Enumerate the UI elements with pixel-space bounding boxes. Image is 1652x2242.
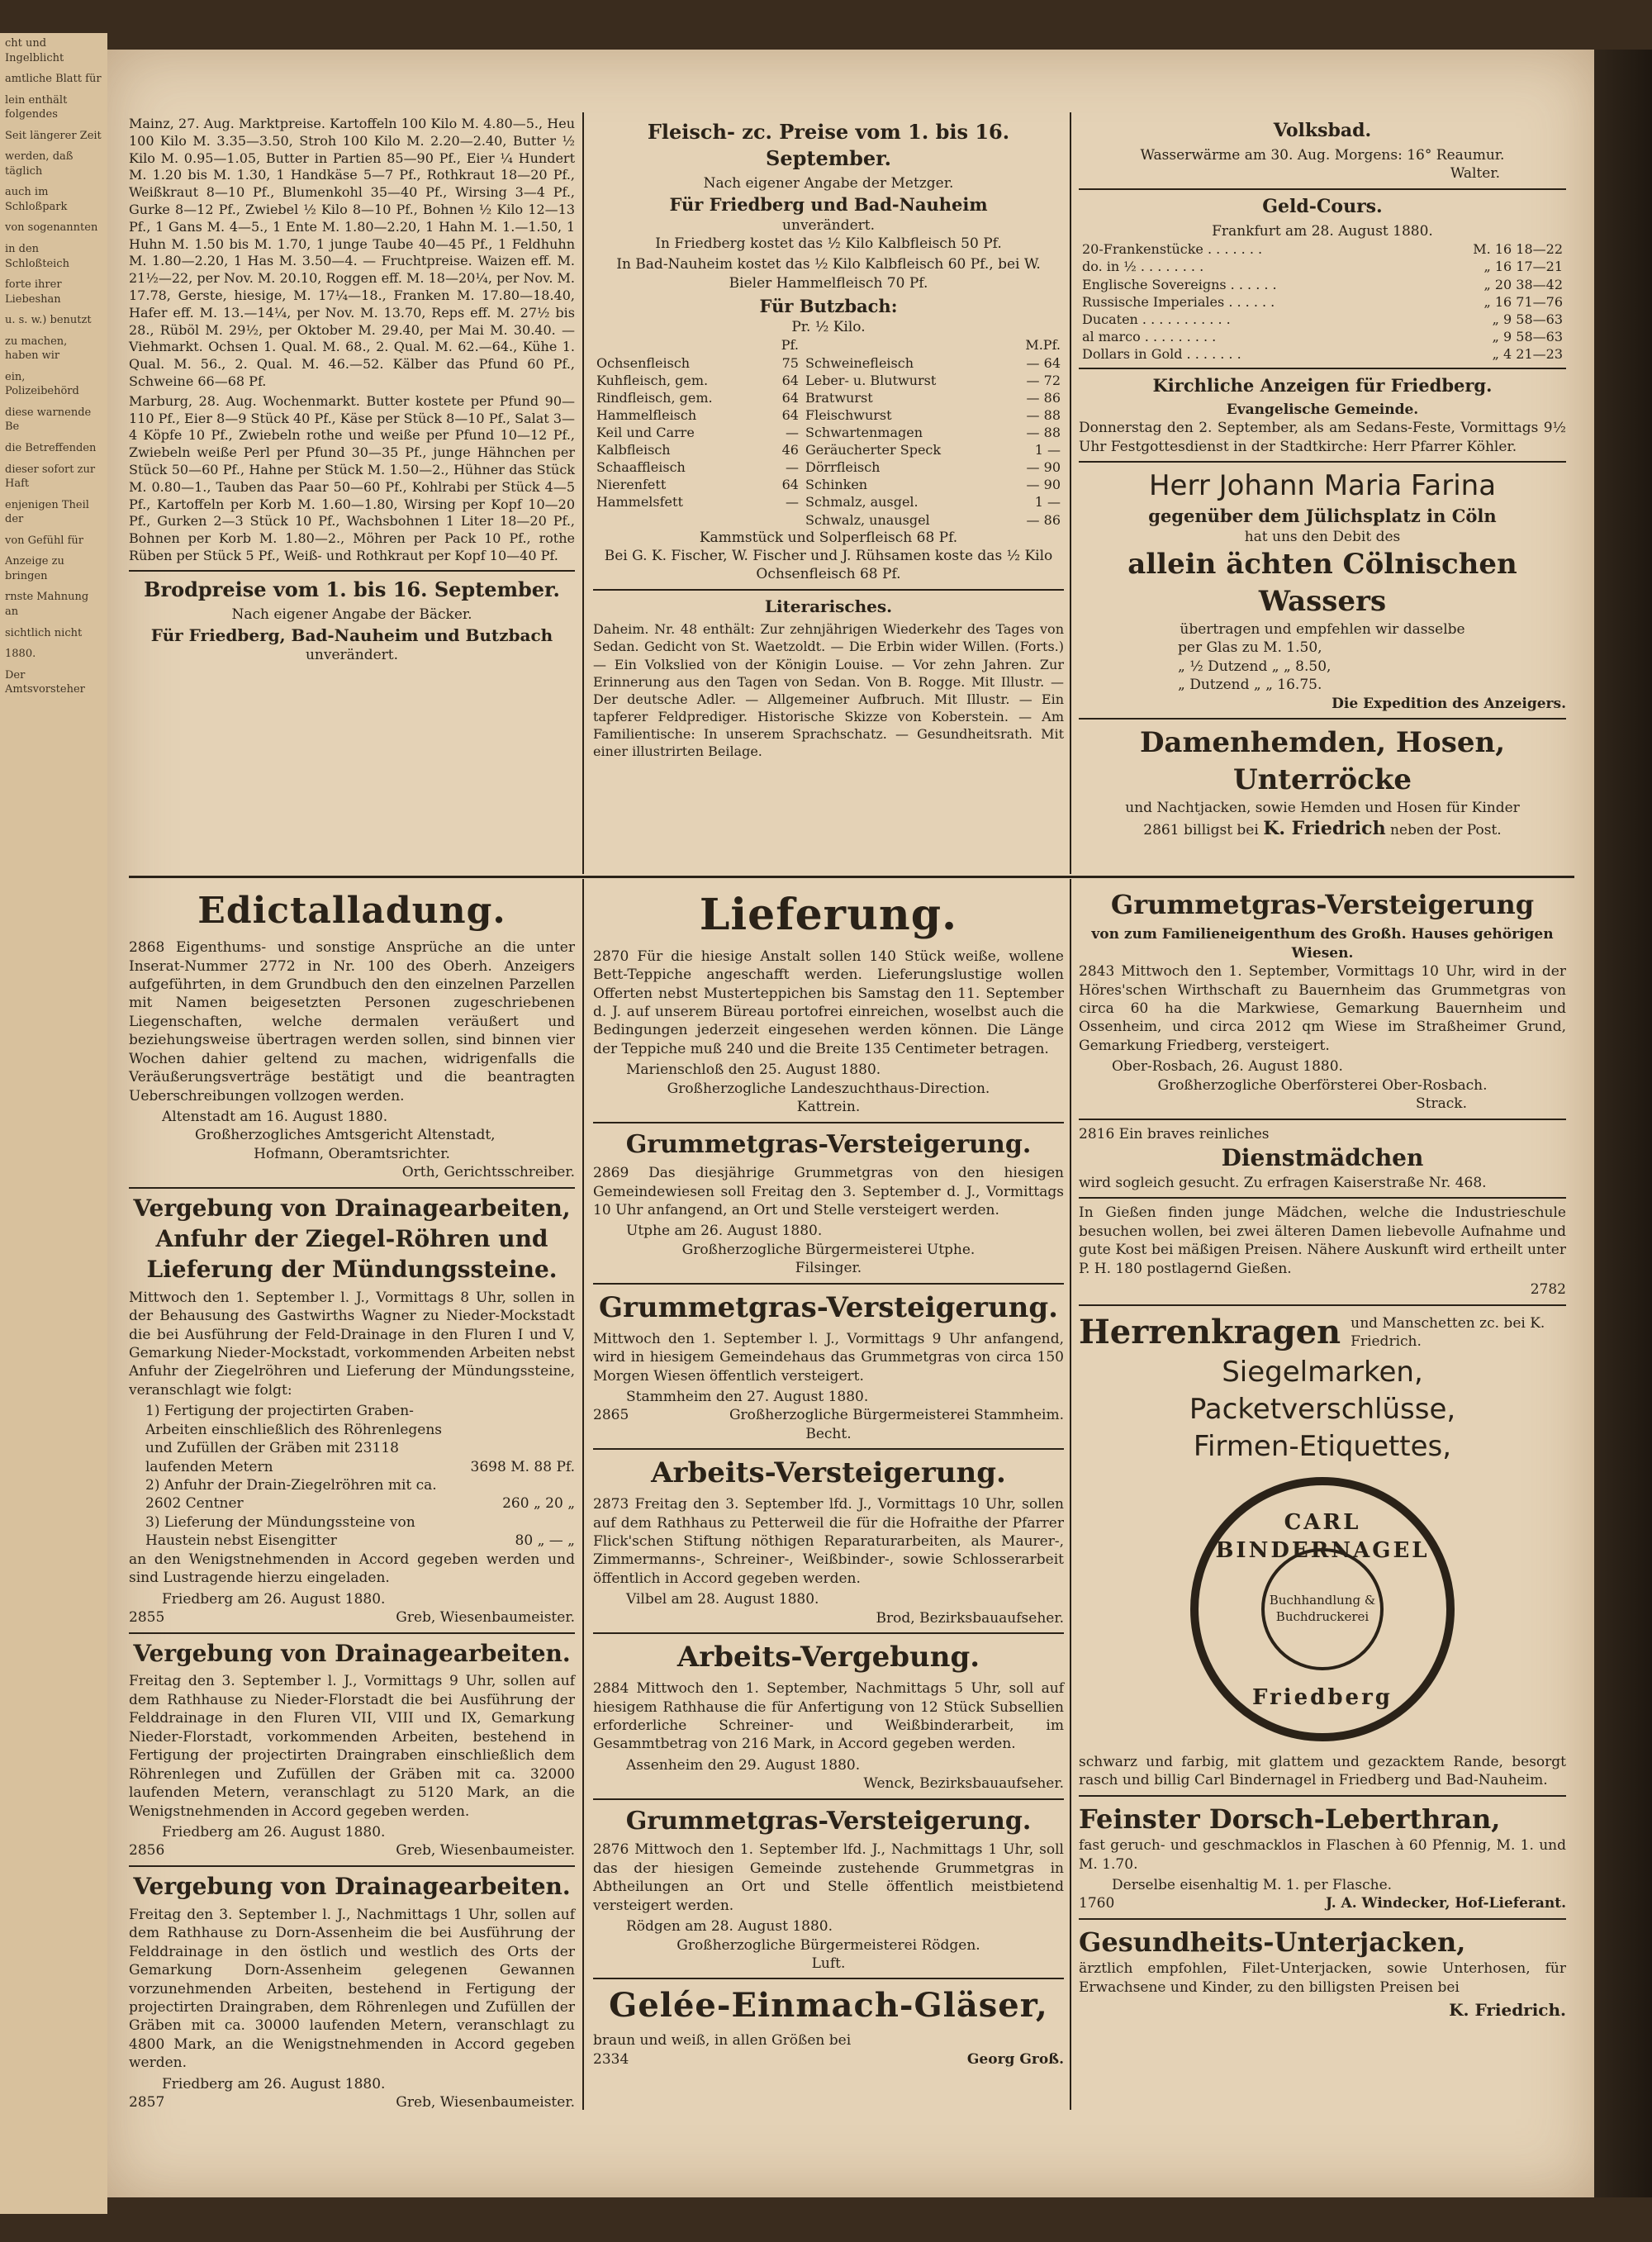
- meat-price-cell: 64: [781, 372, 799, 388]
- farina-text2: übertragen und empfehlen wir dasselbe: [1180, 620, 1465, 638]
- meat-price-row: [593, 511, 1064, 529]
- horizontal-rule: [129, 876, 1574, 878]
- meat-prices-places: Für Friedberg und Bad-Nauheim: [669, 193, 988, 215]
- lieferung-date: Marienschloß den 25. August 1880.: [626, 1062, 881, 1079]
- gutter-line: sichtlich nicht: [5, 626, 83, 639]
- gutter-line: die Betreffenden: [5, 442, 97, 455]
- exchange-rate-cell: 20-Frankenstücke . . . . . . .: [1082, 241, 1263, 258]
- dorsch-text2: Derselbe eisenhaltig M. 1. per Flasche.: [1112, 1877, 1393, 1894]
- herrenkragen-title: Herrenkragen: [1079, 1312, 1341, 1351]
- grummet-auction-name: Strack.: [1416, 1095, 1467, 1113]
- butzbach-heading: Für Butzbach:: [759, 296, 898, 317]
- meat-price-cell: 64: [781, 389, 799, 406]
- literary-heading: Literarisches.: [764, 596, 893, 616]
- giessen-text: In Gießen finden junge Mädchen, welche die Industrieschule besuchen wollen, bei zwei älteren Damen liebevolle Aufnahme und gute Kost bei mäßigen Preisen. Nähere Auskunft wird ertheilt unter P. H. 180 postlagernd Gießen.: [1079, 1204, 1566, 1277]
- dorsch-text: fast geruch- und geschmacklos in Flaschen à 60 Pfennig, M. 1. und M. 1.70.: [1079, 1837, 1566, 1873]
- gutter-line: zu machen, haben wir: [5, 335, 68, 363]
- exchange-rate-row: [1079, 311, 1566, 328]
- unterjacken-title: Gesundheits-Unterjacken,: [1079, 1926, 1466, 1958]
- gutter-line: enjenigen Theil der: [5, 498, 89, 526]
- butzbach-meat-price-table: [593, 336, 1064, 528]
- lieferung-name: Kattrein.: [796, 1099, 861, 1116]
- stamp-bottom-text: Friedberg: [1252, 1684, 1393, 1710]
- arbeits-versteigerung-sign: Brod, Bezirksbauaufseher.: [876, 1609, 1064, 1627]
- meat-price-cell: — 88: [1026, 406, 1061, 423]
- gutter-line: Seit längerer Zeit: [5, 129, 102, 142]
- meat-price-cell: Schaaffleisch: [596, 459, 686, 476]
- notice-number: 2857: [129, 2094, 165, 2111]
- merchant-name: J. A. Windecker, Hof-Lieferant.: [1325, 1895, 1566, 1912]
- gutter-line: cht und Ingelblicht: [5, 37, 64, 64]
- grummet-auction-title: Grummetgras-Versteigerung: [1110, 889, 1535, 920]
- edict-date: Altenstadt am 16. August 1880.: [162, 1109, 388, 1126]
- announcements-column-3: [1079, 884, 1566, 2021]
- church-notices-text: Donnerstag den 2. September, als am Sedans-Feste, Vormittags 9½ Uhr Festgottesdienst in der Stadtkirche: Herr Pfarrer Köhler.: [1079, 420, 1566, 455]
- item-value: 3698 M. 88 Pf.: [470, 1458, 575, 1475]
- notice-signature: Greb, Wiesenbaumeister.: [396, 1842, 575, 1860]
- notice-number: 2865: [593, 1407, 629, 1424]
- exchange-rate-cell: „ 20 38—42: [1483, 276, 1563, 292]
- meat-price-cell: Schmalz, ausgel.: [805, 494, 919, 511]
- meat-price-cell: — 90: [1026, 477, 1061, 493]
- drainage-1-item-1: [129, 1402, 575, 1476]
- announcements-column-2: [593, 884, 1064, 2069]
- gutter-line: ein, Polizeibehörd: [5, 370, 79, 398]
- kammstueck-price: Kammstück und Solperfleisch 68 Pf.: [699, 529, 958, 546]
- meat-price-cell: Schweinefleisch: [805, 354, 914, 371]
- drainage-2-text: Freitag den 3. September l. J., Vormittags 9 Uhr, sollen auf dem Rathhause zu Nieder-Florstadt die bei Ausführung der Felddrainage in den Fluren VII, VIII und IX, Gemarkung Nieder-Florstadt, vorkommenden Arbeiten, bestehend in Fertigung der projectirten Draingraben einschließlich dem Röhrenlegen und Zufüllen der Gräben mit ca. 32000 laufenden Metern, veranschlagt zu 5120 Mark, an die Wenigstnehmenden in Accord gegeben werden.: [129, 1673, 575, 1820]
- meat-prices-title: Fleisch- zc. Preise vom 1. bis 16. September.: [647, 120, 1010, 170]
- bread-prices-places: Für Friedberg, Bad-Nauheim und Butzbach: [150, 625, 553, 645]
- meat-price-row: [593, 389, 1064, 406]
- exchange-rate-cell: do. in ½ . . . . . . . .: [1082, 259, 1204, 275]
- meat-price-cell: Keil und Carre: [596, 424, 695, 440]
- exchange-rate-row: [1079, 276, 1566, 293]
- farina-price-3: „ Dutzend „ „ 16.75.: [1178, 677, 1322, 694]
- arbeits-versteigerung-date: Vilbel am 28. August 1880.: [626, 1591, 819, 1608]
- church-notices-sub: Evangelische Gemeinde.: [1226, 401, 1419, 418]
- gutter-line: amtliche Blatt für: [5, 73, 102, 86]
- bread-prices-title: Brodpreise vom 1. bis 16. September.: [144, 577, 560, 601]
- damen-number: 2861: [1143, 822, 1180, 839]
- marburg-market-report: Marburg, 28. Aug. Wochenmarkt. Butter kostete per Pfund 90—110 Pf., Eier 8—9 Stück 40 Pf., Käse per Stück 8—10 Pf., Salat 3—4 Köpfe 10 Pf., Zwiebeln rothe und weiße per Pfund 10—12 Pf., Zwiebeln weiße Perl per Pfund 30—35 Pf., junge Hähnchen per Stück 50—60 Pf., Hahne per Stück M. 1.50—2., Hühner das Stück M. 0.80—1., Tauben das Paar 50—60 Pf., Kohlrabi per Stück 4—5 Pf., Kartoffeln per Korb M. 1.60—1.80, Wirsing per Kopf 10—20 Pf., Gurken 2—3 Stück 10 Pf., Wachsbohnen 1 Liter 18—20 Pf., Bohnen per Korb M. 1.80—2., Möhren per Pack 10 Pf., rothe Rüben per Stück 5 Pf., Weiß- und Rothkraut per Kopf 10—40 Pf.: [129, 392, 575, 563]
- dorsch-footer: [1079, 1894, 1566, 1912]
- grummet-3-authority: Großherzogliche Bürgermeisterei Rödgen.: [676, 1936, 980, 1954]
- stamp-center: [1261, 1548, 1384, 1670]
- drainage-2-footer: [129, 1841, 575, 1860]
- exchange-rate-row: [1079, 258, 1566, 275]
- edict-judge: Hofmann, Oberamtsrichter.: [254, 1145, 450, 1162]
- lieferung-title: Lieferung.: [699, 890, 958, 940]
- meat-price-cell: 64: [781, 406, 799, 423]
- bindernagel-stamp: [1190, 1477, 1455, 1741]
- stamp-top-text: CARL BINDERNAGEL: [1215, 1510, 1430, 1564]
- exchange-rate-cell: al marco . . . . . . . . .: [1082, 328, 1217, 344]
- edict-text: 2868 Eigenthums- und sonstige Ansprüche an die unter Inserat-Nummer 2772 in Nr. 100 des Oberh. Anzeigers aufgeführten, in dem Grundbuch den den einzelnen Parzellen mit Namen beigesetzten Personen zugeschriebenen Liegenschaften, welche dermalen veräußert und beziehungsweise übertragen werden sollen, sind binnen vier Wochen dahier geltend zu machen, widrigenfalls die Veräußerungsverträge bestätigt und die beantragten Ueberschreibungen vollzogen werden.: [129, 939, 575, 1104]
- gelee-text: braun und weiß, in allen Größen bei: [593, 2032, 852, 2050]
- siegel-line-1: Siegelmarken,: [1222, 1356, 1423, 1389]
- announcements-column-1: [129, 884, 575, 2112]
- church-notices-title: Kirchliche Anzeigen für Friedberg.: [1152, 375, 1493, 397]
- meat-price-cell: Kuhfleisch, gem.: [596, 372, 709, 388]
- grummet-3-name: Luft.: [811, 1955, 846, 1972]
- gelee-title: Gelée-Einmach-Gläser,: [609, 1986, 1048, 2026]
- grummet-3-date: Rödgen am 28. August 1880.: [626, 1918, 833, 1936]
- exchange-rate-cell: Dollars in Gold . . . . . . .: [1082, 346, 1241, 363]
- meat-price-cell: Hammelfleisch: [596, 406, 697, 423]
- column-divider: [582, 879, 584, 2110]
- gutter-line: auch im Schloßpark: [5, 186, 68, 213]
- newspaper-page: [107, 50, 1594, 2197]
- notice-signature: Greb, Wiesenbaumeister.: [396, 2094, 575, 2111]
- gutter-line: diese warnende Be: [5, 406, 92, 434]
- farina-location: gegenüber dem Jülichsplatz in Cöln: [1148, 506, 1497, 527]
- meat-price-row: [593, 372, 1064, 389]
- drainage-3-title: Vergebung von Drainagearbeiten.: [133, 1872, 571, 1900]
- grummet-2-footer: [593, 1406, 1064, 1424]
- meat-price-cell: —: [785, 494, 799, 511]
- unterjacken-merchant: K. Friedrich.: [1449, 2000, 1566, 2021]
- gutter-line: Der Amtsvorsteher: [5, 668, 85, 696]
- grummet-3-text: 2876 Mittwoch den 1. September lfd. J., Nachmittags 1 Uhr, soll das der hiesigen Gemeinde zustehende Grummetgras in Abtheilungen an Ort und Stelle öffentlich meistbietend versteigert werden.: [593, 1841, 1064, 1914]
- drainage-2-title: Vergebung von Drainagearbeiten.: [133, 1639, 571, 1667]
- grummet-2-title: Grummetgras-Versteigerung.: [598, 1290, 1059, 1324]
- meat-price-cell: 75: [781, 354, 799, 371]
- fischer-ochsenfleisch-price: Bei G. K. Fischer, W. Fischer und J. Rühsamen koste das ½ Kilo Ochsenfleisch 68 Pf.: [604, 548, 1053, 583]
- bindernagel-text: schwarz und farbig, mit glattem und gezacktem Rande, besorgt rasch und billig Carl Bindernagel in Friedberg und Bad-Nauheim.: [1079, 1754, 1566, 1789]
- volksbad-sign: Walter.: [1450, 165, 1500, 183]
- meat-price-cell: — 88: [1026, 424, 1061, 440]
- grummet-1-title: Grummetgras-Versteigerung.: [625, 1129, 1032, 1159]
- meat-price-cell: 46: [781, 442, 799, 458]
- exchange-rate-cell: Russische Imperiales . . . . . .: [1082, 293, 1275, 310]
- item-value: 80 „ — „: [515, 1532, 575, 1550]
- notice-number: 2856: [129, 1842, 165, 1860]
- grummet-1-authority: Großherzogliche Bürgermeisterei Utphe.: [681, 1241, 976, 1258]
- item-label: 3) Lieferung der Mündungssteine von Haustein nebst Eisengitter: [145, 1513, 415, 1550]
- exchange-rate-table: [1079, 240, 1566, 363]
- edict-title: Edictalladung.: [197, 890, 506, 932]
- exchange-rate-row: [1079, 293, 1566, 311]
- header-mpf: M.Pf.: [1025, 337, 1061, 354]
- damen-line: [1079, 817, 1566, 841]
- notice-number: 2855: [129, 1609, 165, 1627]
- drainage-1-item-3: [129, 1513, 575, 1551]
- butzbach-unit: Pr. ½ Kilo.: [791, 318, 866, 335]
- meat-price-row: [593, 476, 1064, 493]
- bread-prices-status: unverändert.: [305, 647, 399, 664]
- item-label: 1) Fertigung der projectirten Graben-Arbeiten einschließlich des Röhrenlegens und Zufüllen der Gräben mit 23118 laufenden Metern: [145, 1403, 443, 1475]
- arbeits-vergebung-title: Arbeits-Vergebung.: [676, 1641, 980, 1674]
- siegel-line-3: Firmen-Etiquettes,: [1193, 1430, 1452, 1464]
- gutter-line: 1880.: [5, 648, 36, 661]
- giessen-number: 2782: [1530, 1281, 1566, 1299]
- grummet-1-date: Utphe am 26. August 1880.: [626, 1223, 823, 1240]
- arbeits-versteigerung-title: Arbeits-Versteigerung.: [651, 1456, 1006, 1490]
- notice-signature: Greb, Wiesenbaumeister.: [396, 1609, 575, 1627]
- arbeits-versteigerung-text: 2873 Freitag den 3. September lfd. J., Vormittags 10 Uhr, sollen auf dem Rathhaus zu Petterweil die für die Hofraithe der Pfarrer Flick'schen Stiftung nöthigen Reparaturarbeiten, als Maurer-, Zimmermanns-, Schreiner-, Weißbinder-, sowie Schlosserarbeit öffentlich in Accord gegeben werden.: [593, 1496, 1064, 1587]
- farina-price-1: per Glas zu M. 1.50,: [1178, 639, 1322, 657]
- volksbad-title: Volksbad.: [1273, 120, 1372, 141]
- meat-price-cell: 1 —: [1034, 494, 1061, 511]
- gutter-line: in den Schloßteich: [5, 243, 69, 270]
- geld-cours-subtitle: Frankfurt am 28. August 1880.: [1212, 222, 1433, 240]
- meat-price-row: [593, 424, 1064, 441]
- damen-title: Damenhemden, Hosen, Unterröcke: [1139, 726, 1506, 797]
- meat-price-row: [593, 458, 1064, 476]
- drainage-3-text: Freitag den 3. September l. J., Nachmittags 1 Uhr, sollen auf dem Rathhause zu Dorn-Assenheim die bei Ausführung der Felddrainage in den östlich und westlich des Orts der Gemarkung Dorn-Assenheim gelegenen Gewannen vorzunehmenden Arbeiten, bestehend in Fertigung der projectirten Draingraben, dem Röhrenlegen und Zufüllen der Gräben mit ca. 30000 laufenden Metern, veranschlagt zu 4800 Mark, an die Wenigstnehmenden in Accord gegeben werden.: [129, 1906, 575, 2072]
- grummet-2-text: Mittwoch den 1. September l. J., Vormittags 9 Uhr anfangend, wird in hiesigem Gemeindehaus das Grummetgras von circa 150 Morgen Wiesen öffentlich versteigert.: [593, 1330, 1064, 1385]
- drainage-1-footer: [129, 1608, 575, 1627]
- edict-clerk: Orth, Gerichtsschreiber.: [401, 1164, 575, 1181]
- siegel-line-2: Packetverschlüsse,: [1189, 1393, 1456, 1427]
- maid-pre: 2816 Ein braves reinliches: [1079, 1125, 1270, 1142]
- meat-price-cell: Geräucherter Speck: [805, 442, 942, 458]
- meat-prices-source: Nach eigener Angabe der Metzger.: [703, 175, 954, 192]
- drainage-1-item-2: [129, 1476, 575, 1513]
- exchange-rate-cell: M. 16 18—22: [1473, 241, 1563, 258]
- meat-price-cell: [767, 511, 802, 529]
- damen-name: K. Friedrich: [1263, 818, 1386, 840]
- meat-price-cell: Rindfleisch, gem.: [596, 389, 713, 406]
- drainage-1-end: an den Wenigstnehmenden in Accord gegeben werden und sind Lustragende hierzu eingeladen.: [129, 1551, 575, 1587]
- meat-prices-column: [593, 116, 1064, 762]
- damen-text2: billigst bei: [1183, 822, 1259, 839]
- meat-price-cell: —: [785, 424, 799, 440]
- arbeits-vergebung-date: Assenheim den 29. August 1880.: [626, 1756, 861, 1774]
- meat-price-cell: — 64: [1026, 354, 1061, 371]
- gutter-line: von sogenannten: [5, 221, 98, 235]
- meat-price-row: [593, 441, 1064, 458]
- gutter-line: Anzeige zu bringen: [5, 555, 64, 582]
- meat-price-cell: Schwartenmagen: [805, 424, 923, 440]
- meat-price-cell: Schinken: [805, 477, 868, 493]
- meat-price-cell: Fleischwurst: [805, 406, 892, 423]
- literary-text: Daheim. Nr. 48 enthält: Zur zehnjährigen Wiederkehr des Tages von Sedan. Gedicht von St. Waetzoldt. — Die Erbin wider Willen. (Forts.) — Ein Volkslied von der Königin Louise. — Vor zehn Jahren. Zur Erinnerung aus den Tagen von Sedan. Von B. Rogge. Mit Illustr. — Der deutsche Adler. — Allgemeiner Aufbruch. Mit Illustr. — Ein tapferer Feldprediger. Historische Skizze von Koberstein. — Am Familientische: In unserem Sprachschatz. — Gesundheitsrath. Mit einer illustrirten Beilage.: [593, 621, 1064, 760]
- lieferung-authority: Großherzogliche Landeszuchthaus-Direction.: [667, 1080, 990, 1097]
- gutter-line: lein enthält folgendes: [5, 93, 68, 121]
- notice-number: 1760: [1079, 1895, 1115, 1912]
- meat-price-cell: — 86: [1026, 511, 1061, 528]
- volksbad-text: Wasserwärme am 30. Aug. Morgens: 16° Reaumur.: [1140, 147, 1505, 164]
- exchange-rate-row: [1079, 345, 1566, 363]
- lieferung-text: 2870 Für die hiesige Anstalt sollen 140 Stück weiße, wollene Bett-Teppiche angeschafft werden. Lieferungslustige wollen Offerten nebst Musterteppichen bis Samstag den 11. September d. J. auf unserem Büreau portofrei einreichen, woselbst auch die Bedingungen jederzeit eingesehen werden können. Die Länge der Teppiche muß 240 und die Breite 135 Centimeter betragen.: [593, 948, 1064, 1057]
- meat-price-cell: — 90: [1026, 459, 1061, 476]
- market-prices-column: [129, 116, 575, 665]
- mainz-market-report: Mainz, 27. Aug. Marktpreise. Kartoffeln 100 Kilo M. 4.80—5., Heu 100 Kilo M. 3.35—3.50, Stroh 100 Kilo M. 2.20—2.40, Butter ½ Kilo M. 0.95—1.05, Butter in Partien 85—90 Pf., Eier ¼ Hundert M. 1.20 bis M. 1.30, 1 Handkäse 5—7 Pf., Rothkraut 18—20 Pf., Weißkraut 8—10 Pf., Blumenkohl 35—40 Pf., Wirsing 3—4 Pf., Gurke 8—12 Pf., Zwiebel ½ Kilo 8—10 Pf., Bohnen ½ Kilo 12—13 Pf., 1 Gans M. 4—5., 1 Ente M. 1.80—2.20, 1 Hahn M. 1.—1.50, 1 Huhn M. 1.50 bis M. 1.70, 1 junge Taube 40—45 Pf., 1 Feldhuhn M. 1.80—2.20, 1 Has M. 3.50—4. — Fruchtpreise. Waizen eff. M. 21½—22, per Nov. M. 20.10, Roggen eff. M. 18—20¼, per Nov. M. 17.78, Gerste, hiesige, M. 17¼—18., Franken M. 17.80—18.40, Hafer eff. M. 13.—14¼, per Nov. M. 13.70, Reps eff. M. 27½ bis 28., Rüböl M. 29½, per Oktober M. 29.40, per Mai M. 30.40. — Viehmarkt. Ochsen 1. Qual. M. 68., 2. Qual. M. 62.—64., Kühe 1. Qual. M. 56., 2. Qual. M. 46.—52. Kälber das Pfund 60 Pf., Schweine 66—68 Pf.: [129, 116, 575, 389]
- meat-price-cell: — 72: [1026, 372, 1061, 388]
- gelee-footer: [593, 2050, 1064, 2069]
- grummet-2-name: Becht.: [805, 1425, 852, 1442]
- grummet-3-title: Grummetgras-Versteigerung.: [625, 1806, 1032, 1836]
- meat-price-cell: — 86: [1026, 389, 1061, 406]
- meat-price-cell: 1 —: [1034, 442, 1061, 458]
- grummet-auction-sub: von zum Familieneigenthum des Großh. Hauses gehörigen Wiesen.: [1091, 926, 1554, 962]
- gutter-line: von Gefühl für: [5, 534, 83, 547]
- column-divider: [1070, 879, 1071, 2110]
- bread-prices-source: Nach eigener Angabe der Bäcker.: [231, 606, 472, 624]
- meat-price-cell: Nierenfett: [596, 477, 667, 493]
- left-gutter-fragment: [0, 33, 112, 2214]
- exchange-rate-cell: Ducaten . . . . . . . . . . .: [1082, 311, 1231, 327]
- herrenkragen-text: und Manschetten zc. bei K. Friedrich.: [1351, 1314, 1545, 1351]
- farina-price-2: „ ½ Dutzend „ „ 8.50,: [1178, 658, 1332, 675]
- drainage-1-date: Friedberg am 26. August 1880.: [162, 1590, 386, 1608]
- meat-price-cell: —: [785, 459, 799, 476]
- meat-price-row: [593, 354, 1064, 372]
- gutter-line: u. s. w.) benutzt: [5, 314, 92, 327]
- meat-price-cell: Leber- u. Blutwurst: [805, 372, 937, 388]
- edict-court: Großherzogliches Amtsgericht Altenstadt,: [195, 1127, 496, 1144]
- exchange-rate-row: [1079, 240, 1566, 258]
- drainage-1-text: Mittwoch den 1. September l. J., Vormittags 8 Uhr, sollen in der Behausung des Gastwirths Wagner zu Nieder-Mockstadt die bei Ausführung der Feld-Drainage in den Fluren I und V, Gemarkung Nieder-Mockstadt, vorkommenden Arbeiten nebst Anfuhr der Ziegelröhren und Lieferung der Mündungssteine, veranschlagt wie folgt:: [129, 1289, 575, 1399]
- exchange-rate-cell: „ 9 58—63: [1492, 328, 1563, 344]
- exchange-rate-cell: „ 4 21—23: [1492, 346, 1563, 363]
- exchange-rate-row: [1079, 328, 1566, 345]
- drainage-3-footer: [129, 2093, 575, 2111]
- grummet-auction-authority: Großherzogliche Oberförsterei Ober-Rosbach.: [1157, 1076, 1488, 1094]
- drainage-1-title: Vergebung von Drainagearbeiten, Anfuhr der Ziegel-Röhren und Lieferung der Mündungssteine.: [133, 1194, 571, 1283]
- grummet-2-date: Stammheim den 27. August 1880.: [626, 1388, 869, 1405]
- grummet-auction-date: Ober-Rosbach, 26. August 1880.: [1112, 1058, 1343, 1076]
- exchange-rate-cell: „ 16 17—21: [1483, 259, 1563, 275]
- notices-column: [1079, 116, 1566, 841]
- grummet-auction-text: 2843 Mittwoch den 1. September, Vormittags 10 Uhr, wird in der Höres'schen Wirthschaft zu Bauernheim das Grummetgras von circa 60 ha die Markwiese, Gemarkung Bauernheim und Ossenheim, und circa 2012 qm Wiese im Straßheimer Grund, Gemarkung Friedberg, versteigert.: [1079, 963, 1566, 1054]
- meat-price-cell: Dörrfleisch: [805, 459, 881, 476]
- farina-text1: hat uns den Debit des: [1244, 528, 1401, 545]
- dorsch-title: Feinster Dorsch-Leberthran,: [1079, 1803, 1501, 1835]
- nauheim-veal-price: In Bad-Nauheim kostet das ½ Kilo Kalbfleisch 60 Pf., bei W. Bieler Hammelfleisch 70 Pf.: [616, 256, 1041, 292]
- meat-price-cell: 64: [781, 477, 799, 493]
- meat-price-cell: Hammelsfett: [596, 494, 683, 511]
- grummet-1-name: Filsinger.: [795, 1260, 862, 1277]
- meat-price-cell: Ochsenfleisch: [596, 354, 691, 371]
- column-divider: [582, 112, 584, 874]
- geld-cours-title: Geld-Cours.: [1262, 195, 1383, 217]
- farina-name: Herr Johann Maria Farina: [1148, 469, 1497, 503]
- gutter-line: dieser sofort zur Haft: [5, 463, 96, 491]
- meat-price-row: [593, 493, 1064, 511]
- notice-authority: Großherzogliche Bürgermeisterei Stammheim.: [729, 1407, 1064, 1424]
- maid-title: Dienstmädchen: [1221, 1144, 1424, 1172]
- drainage-2-date: Friedberg am 26. August 1880.: [162, 1823, 386, 1841]
- farina-sign: Die Expedition des Anzeigers.: [1332, 695, 1566, 712]
- meat-price-cell: Bratwurst: [805, 389, 873, 406]
- unterjacken-text: ärztlich empfohlen, Filet-Unterjacken, sowie Unterhosen, für Erwachsene und Kinder, zu den billigsten Preisen bei: [1079, 1960, 1566, 1996]
- merchant-name: Georg Groß.: [966, 2050, 1064, 2068]
- notice-number: 2334: [593, 2050, 629, 2068]
- header-pf: Pf.: [781, 337, 799, 354]
- meat-prices-status: unverändert.: [781, 216, 876, 234]
- drainage-3-date: Friedberg am 26. August 1880.: [162, 2075, 386, 2092]
- arbeits-vergebung-sign: Wenck, Bezirksbauaufseher.: [863, 1775, 1064, 1793]
- item-value: 260 „ 20 „: [502, 1495, 575, 1513]
- meat-price-row: [593, 406, 1064, 424]
- friedberg-veal-price: In Friedberg kostet das ½ Kilo Kalbfleisch 50 Pf.: [655, 235, 1002, 252]
- gutter-line: werden, daß täglich: [5, 150, 74, 178]
- gutter-line: forte ihrer Liebeshan: [5, 278, 62, 306]
- column-divider: [1070, 112, 1071, 874]
- item-label: 2) Anfuhr der Drain-Ziegelröhren mit ca. 2602 Centner: [145, 1477, 437, 1513]
- exchange-rate-cell: „ 16 71—76: [1483, 293, 1563, 310]
- exchange-rate-cell: „ 9 58—63: [1492, 311, 1563, 327]
- meat-price-cell: Kalbfleisch: [596, 442, 671, 458]
- farina-main: allein ächten Cölnischen Wassers: [1127, 548, 1517, 619]
- damen-text: und Nachtjacken, sowie Hemden und Hosen für Kinder: [1125, 799, 1520, 816]
- gutter-line: rnste Mahnung an: [5, 591, 89, 618]
- herrenkragen-line: [1079, 1311, 1566, 1355]
- grummet-1-text: 2869 Das diesjährige Grummetgras von den hiesigen Gemeindewiesen soll Freitag den 3. September d. J., Vormittags 10 Uhr anfangend, an Ort und Stelle versteigert werden.: [593, 1165, 1064, 1219]
- meat-price-cell: [593, 511, 767, 529]
- meat-price-cell: Schwalz, unausgel: [805, 511, 930, 528]
- damen-location: neben der Post.: [1389, 822, 1502, 839]
- maid-text: wird sogleich gesucht. Zu erfragen Kaiserstraße Nr. 468.: [1079, 1175, 1487, 1191]
- exchange-rate-cell: Englische Sovereigns . . . . . .: [1082, 276, 1277, 292]
- stamp-center-text: Buchhandlung & Buchdruckerei: [1269, 1593, 1376, 1625]
- arbeits-vergebung-text: 2884 Mittwoch den 1. September, Nachmittags 5 Uhr, soll auf hiesigem Rathhause die für Anfertigung von 12 Stück Subsellien erforderliche Schreiner- und Weißbinderarbeit, im Gesammtbetrag von 216 Mark, in Accord gegeben werden.: [593, 1680, 1064, 1753]
